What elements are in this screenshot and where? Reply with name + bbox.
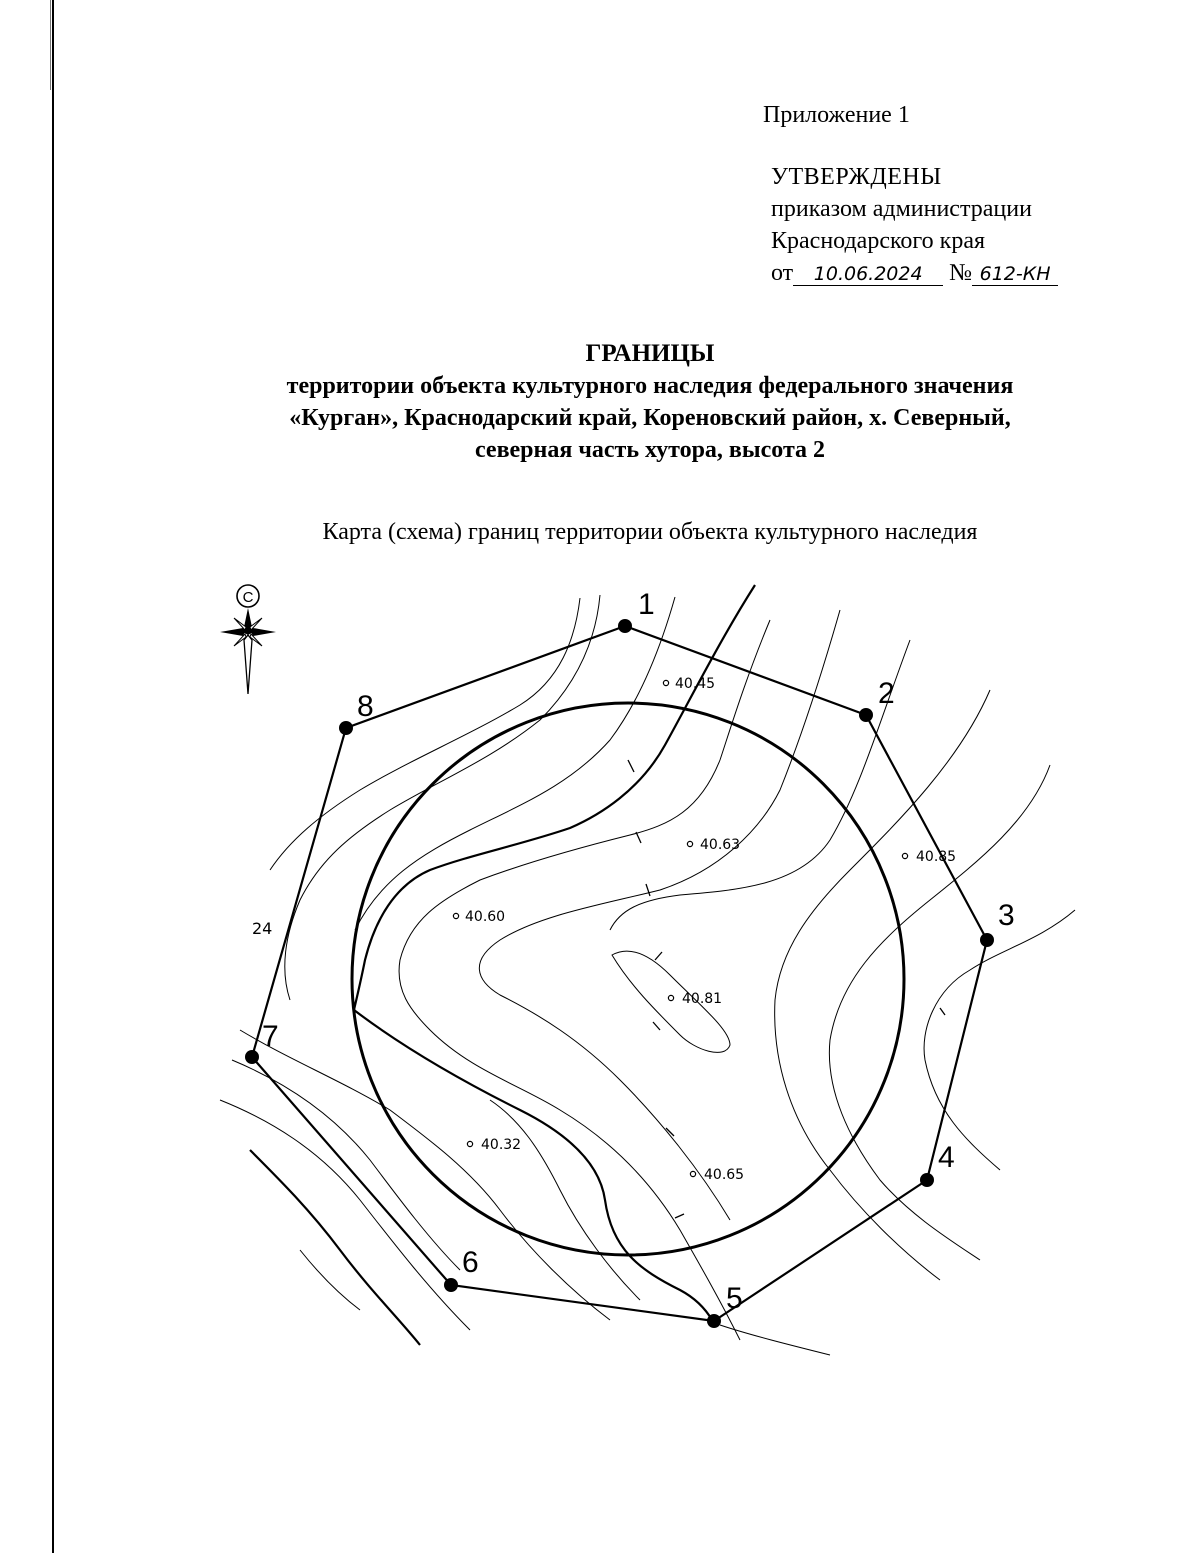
boundary-point-1 bbox=[618, 619, 632, 633]
boundary-point-7 bbox=[245, 1050, 259, 1064]
contour-line bbox=[240, 1030, 610, 1320]
boundary-point-3 bbox=[980, 933, 994, 947]
contour-line bbox=[479, 610, 840, 1220]
contour-line bbox=[775, 690, 990, 1280]
point-label-6: 6 bbox=[462, 1246, 479, 1279]
contour-number-label: 24 bbox=[252, 919, 273, 938]
compass-east-point bbox=[251, 628, 276, 636]
point-label-5: 5 bbox=[726, 1282, 743, 1315]
contour-tick bbox=[646, 884, 650, 896]
elevation-label: 40.63 bbox=[700, 837, 741, 853]
contour-line bbox=[924, 910, 1075, 1170]
date-prefix: от bbox=[771, 260, 794, 286]
main-contours bbox=[250, 585, 755, 1345]
contour-tick bbox=[628, 760, 634, 772]
title-line-1: территории объекта культурного наследия федерального значения bbox=[286, 373, 1014, 399]
point-label-2: 2 bbox=[878, 677, 895, 710]
contour-line bbox=[490, 1100, 640, 1300]
point-label-7: 7 bbox=[262, 1020, 279, 1053]
map-caption: Карта (схема) границ территории объекта культурного наследия bbox=[322, 519, 978, 545]
north-letter: С bbox=[242, 589, 254, 606]
compass-diagonal-ne bbox=[250, 618, 262, 630]
point-label-4: 4 bbox=[938, 1141, 955, 1174]
boundary-point-6 bbox=[444, 1278, 458, 1292]
order-number: 612-КН bbox=[972, 263, 1058, 286]
contour-line bbox=[720, 1325, 830, 1355]
elevation-label: 40.45 bbox=[675, 676, 716, 692]
compass-south-point bbox=[244, 635, 252, 694]
point-label-1: 1 bbox=[638, 588, 655, 621]
boundary-point-5 bbox=[707, 1314, 721, 1328]
elevation-label: 40.81 bbox=[682, 991, 723, 1007]
contour-lines bbox=[220, 595, 1075, 1355]
compass-diagonal-nw bbox=[234, 618, 246, 630]
contour-line bbox=[355, 597, 675, 930]
elevation-label: 40.85 bbox=[916, 849, 957, 865]
elevation-label: 40.32 bbox=[481, 1137, 522, 1153]
boundary-vertices bbox=[245, 619, 994, 1328]
contour-tick bbox=[675, 1214, 684, 1218]
title-line-3: северная часть хутора, высота 2 bbox=[474, 437, 826, 463]
date-value: 10.06.2024 bbox=[793, 263, 943, 286]
approved-line-2: Краснодарского края bbox=[771, 228, 986, 254]
contour-line bbox=[220, 1100, 470, 1330]
elevation-label: 40.60 bbox=[465, 909, 506, 925]
main-contour bbox=[354, 585, 755, 1010]
contour-tick bbox=[940, 1008, 945, 1015]
spot-height-marker bbox=[687, 841, 692, 846]
north-arrow-icon bbox=[220, 585, 276, 694]
contour-line bbox=[285, 595, 600, 1000]
main-contour bbox=[250, 1150, 420, 1345]
contour-line bbox=[300, 1250, 360, 1310]
boundary-point-4 bbox=[920, 1173, 934, 1187]
number-sign: № bbox=[949, 260, 973, 286]
approved-title: УТВЕРЖДЕНЫ bbox=[771, 164, 942, 190]
point-label-3: 3 bbox=[998, 899, 1015, 932]
spot-height-marker bbox=[668, 995, 673, 1000]
contour-tick bbox=[636, 832, 641, 843]
contour-ticks bbox=[628, 760, 945, 1218]
title-line-2: «Курган», Краснодарский край, Кореновский район, х. Северный, bbox=[289, 405, 1011, 431]
contour-line bbox=[829, 765, 1050, 1260]
main-contour bbox=[354, 1010, 712, 1320]
elevation-label: 40.65 bbox=[704, 1167, 745, 1183]
spot-height-marker bbox=[467, 1141, 472, 1146]
contour-tick bbox=[655, 952, 662, 960]
contour-tick bbox=[653, 1022, 660, 1030]
approved-line-1: приказом администрации bbox=[771, 196, 1032, 222]
spot-height-marker bbox=[902, 853, 907, 858]
elevation-marks bbox=[453, 676, 956, 1183]
appendix-label: Приложение 1 bbox=[763, 102, 910, 128]
point-label-8: 8 bbox=[357, 690, 374, 723]
boundary-point-2 bbox=[859, 708, 873, 722]
compass-west-point bbox=[220, 628, 245, 636]
spot-height-marker bbox=[453, 913, 458, 918]
spot-height-marker bbox=[663, 680, 668, 685]
boundary-point-8 bbox=[339, 721, 353, 735]
spot-height-marker bbox=[690, 1171, 695, 1176]
title-main: ГРАНИЦЫ bbox=[585, 340, 715, 367]
contour-line bbox=[610, 640, 910, 930]
compass-north-point bbox=[243, 608, 253, 635]
